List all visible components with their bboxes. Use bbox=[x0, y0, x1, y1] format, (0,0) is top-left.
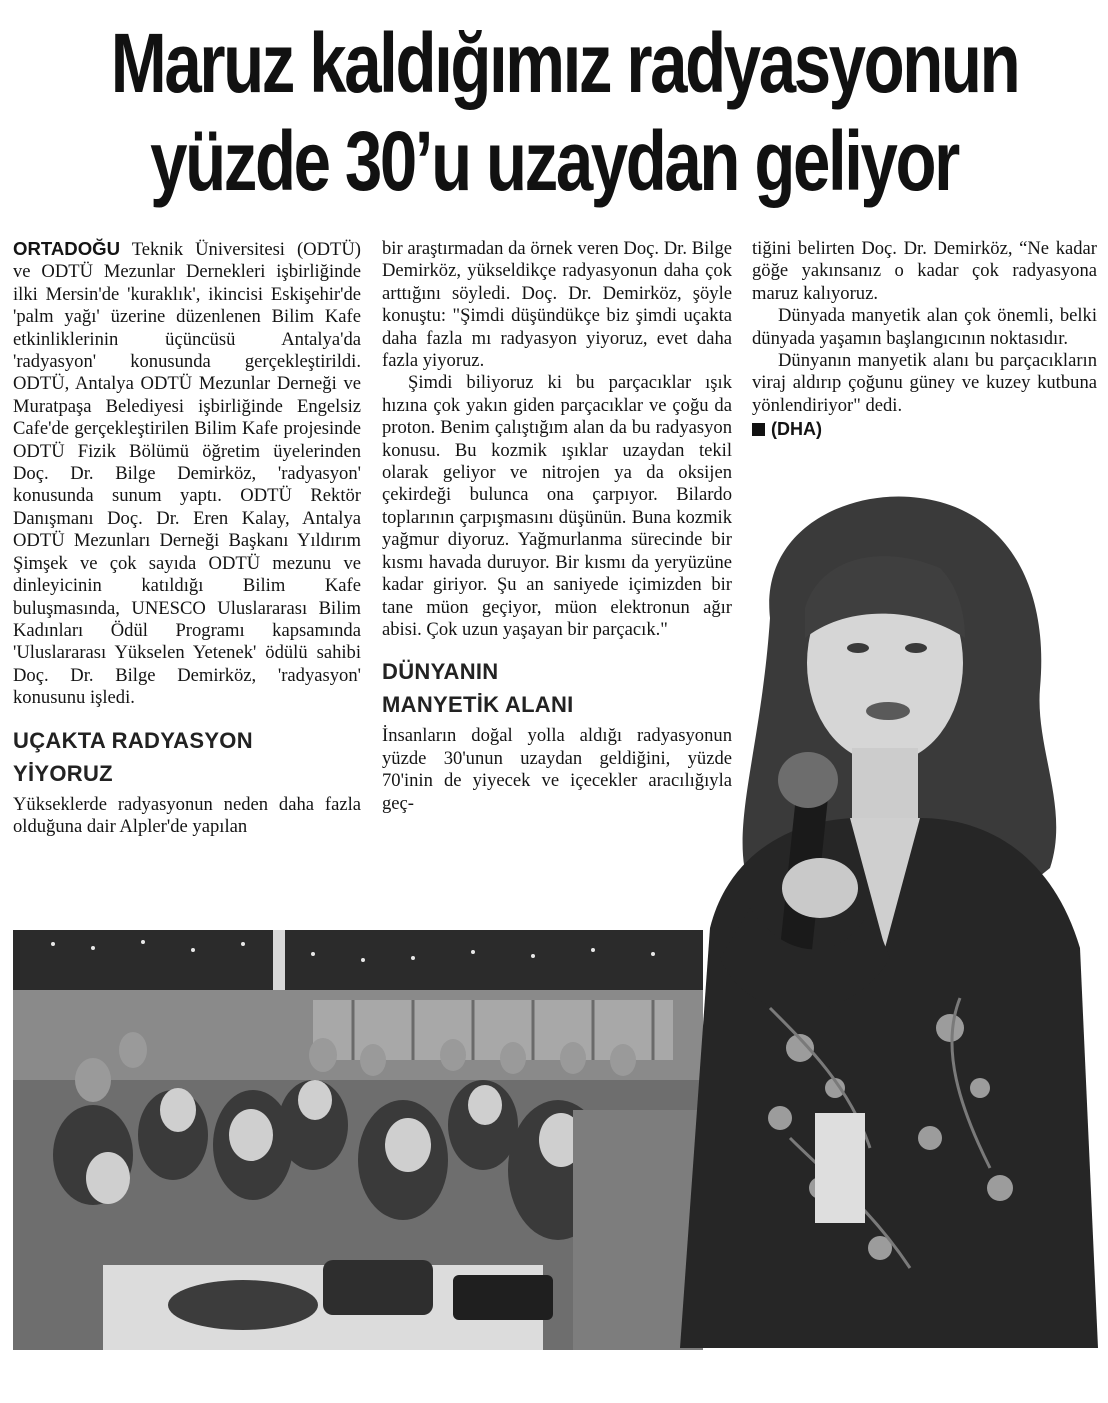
article-column-1 bbox=[13, 238, 361, 838]
headline-line-2: yüzde 30’u uzaydan geliyor bbox=[150, 114, 958, 208]
lead-paragraph bbox=[13, 238, 361, 710]
subheading-line: DÜNYANIN bbox=[382, 659, 499, 685]
subheading-ucakta-radyasyon bbox=[13, 724, 361, 790]
audience-photo bbox=[13, 930, 703, 1350]
paragraph: Yükseklerde radyasyonun neden daha fazla olduğuna dair Alpler'de yapılan bbox=[13, 793, 361, 837]
paragraph: bir araştırmadan da örnek veren Doç. Dr. Bilge Demirköz, yükseldikçe radyasyonun daha çok arttığını söyledi. Doç. Dr. Demirköz, şöyle konuştu: "Şimdi düşündükçe biz şimdi uçakta daha fazla mı radyasyon yiyoruz, evet daha fazla yiyoruz. bbox=[382, 238, 732, 372]
subheading-line: YİYORUZ bbox=[13, 760, 113, 786]
article-column-3 bbox=[752, 238, 1097, 441]
subheading-line: UÇAKTA RADYASYON bbox=[13, 727, 253, 753]
subheading-line: MANYETİK ALANI bbox=[382, 692, 574, 718]
square-bullet-icon bbox=[752, 423, 765, 436]
headline bbox=[110, 14, 1019, 210]
lead-word: ORTADOĞU bbox=[13, 238, 121, 259]
paragraph: Şimdi biliyoruz ki bu parçacıklar ışık hızına çok yakın giden parçacıklar ve çoğu da proton. Benim çalıştığım alan da bu radyasyon konusu. Bu kozmik ışıklar uzaydan tekil olarak geliyor ve nitrojen ya da oksijen çekirdeği bulunca ona çarpıyor. Bilardo toplarının çarpışmasını düşünün. Buna kozmik yağmur diyoruz. Yağmurlanma sürecinde bir kısmı havada duruyor. Bir kısmı da yeryüzüne kadar giriyor. Şu an saniyede içimizden bir tane müon geçiyor, müon elektronun ağır abisi. Çok uzun yaşayan bir parçacık." bbox=[382, 372, 732, 640]
audience-photo-image bbox=[13, 930, 703, 1350]
speaker-photo-image bbox=[620, 488, 1098, 1350]
lead-text: Teknik Üniversitesi (ODTÜ) ve ODTÜ Mezunlar Dernekleri işbirliğinde ilki Mersin'de 'kuraklık', ikincisi Eskişehir'de 'palm yağı' üzerine düzenlenen Bilim Kafe etkinliklerinin üçüncüsü Antalya'da 'radyasyon' konusunda gerçekleştirildi. ODTÜ, Antalya ODTÜ Mezunlar Derneği ve Muratpaşa Belediyesi işbirliğinde Engelsiz Cafe'de gerçekleştirilen Bilim Kafe projesinde ODTÜ Fizik Bölümü öğretim üyelerinden Doç. Dr. Bilge Demirköz, 'radyasyon' konusunda sunum yaptı. ODTÜ Rektör Danışmanı Doç. Dr. Eren Kalay, Antalya ODTÜ Mezunları Derneği Başkanı Yıldırım Şimşek ve çok sayıda ODTÜ mezunu ve dinleyicinin katıldığı Bilim Kafe buluşmasında, UNESCO Uluslararası Bilim Kadınları Ödül Programı kapsamında 'Uluslararası Yükselen Yetenek' ödülü sahibi Doç. Dr. Bilge Demirköz, 'radyasyon' konusunu işledi. bbox=[13, 239, 361, 709]
paragraph: Dünyanın manyetik alanı bu parçacıkların viraj aldırıp çoğunu güney ve kuzey kutbuna yönlendiriyor" dedi. bbox=[752, 350, 1097, 416]
paragraph: Dünyada manyetik alan çok önemli, belki dünyada yaşamın başlangıcının noktasıdır. bbox=[752, 305, 1097, 349]
paragraph: tiğini belirten Doç. Dr. Demirköz, “Ne kadar göğe yakınsanız o kadar çok radyasyona maruz kalıyoruz. bbox=[752, 238, 1097, 304]
paragraph: İnsanların doğal yolla aldığı radyasyonun yüzde 30'unun uzaydan geldiğini, yüzde 70'inin de yiyecek ve içecekler aracılığıyla geç- bbox=[382, 725, 732, 814]
news-agency-credit: (DHA) bbox=[752, 418, 1097, 440]
headline-line-1: Maruz kaldığımız radyasyonun bbox=[110, 16, 1019, 110]
speaker-photo bbox=[620, 488, 1098, 1350]
